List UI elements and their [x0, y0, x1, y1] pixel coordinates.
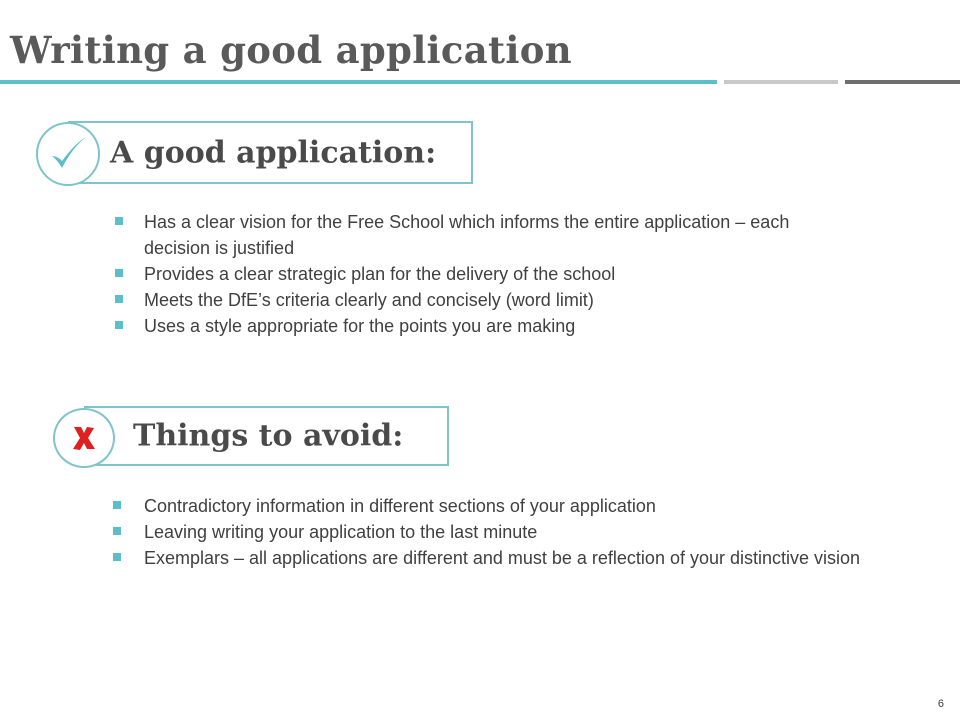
- bullet-square-icon: [115, 269, 123, 277]
- slide-title: Writing a good application: [10, 28, 572, 72]
- list-item: Exemplars – all applications are different and must be a reflection of your distinctive vision: [111, 545, 871, 571]
- bullet-square-icon: [113, 527, 121, 535]
- bullet-square-icon: [115, 295, 123, 303]
- list-item: Leaving writing your application to the last minute: [111, 519, 871, 545]
- things-to-avoid-heading: Things to avoid:: [133, 418, 404, 454]
- good-application-header: [68, 121, 473, 184]
- good-application-list: [113, 209, 833, 339]
- title-underline-dark-gray: [845, 80, 960, 84]
- bullet-square-icon: [113, 553, 121, 561]
- things-to-avoid-header: [84, 406, 449, 466]
- cross-badge: [53, 408, 115, 468]
- list-item: Has a clear vision for the Free School which informs the entire application – each decision is justified: [113, 209, 833, 261]
- bullet-square-icon: [113, 501, 121, 509]
- title-underline-teal: [0, 80, 717, 84]
- list-item: Uses a style appropriate for the points you are making: [113, 313, 833, 339]
- check-icon: [46, 134, 90, 174]
- bullet-square-icon: [115, 321, 123, 329]
- good-application-heading: A good application:: [110, 135, 437, 170]
- bullet-square-icon: [115, 217, 123, 225]
- title-underline-light-gray: [724, 80, 838, 84]
- page-number: 6: [937, 698, 944, 710]
- list-item: Contradictory information in different sections of your application: [111, 493, 871, 519]
- list-item: Meets the DfE’s criteria clearly and concisely (word limit): [113, 287, 833, 313]
- check-badge: [36, 122, 100, 186]
- list-item: Provides a clear strategic plan for the delivery of the school: [113, 261, 833, 287]
- things-to-avoid-list: [111, 493, 871, 571]
- cross-icon: [69, 423, 99, 453]
